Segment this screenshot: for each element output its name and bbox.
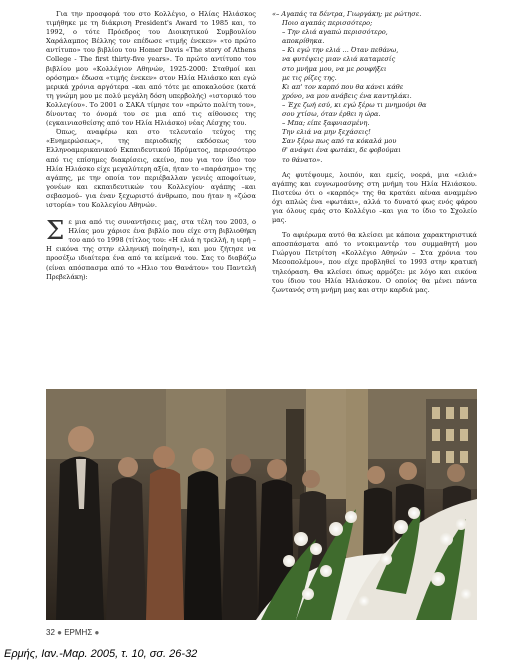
journal-name: ΕΡΜΗΣ: [64, 628, 93, 637]
poem-line: το θάνατο».: [282, 155, 323, 164]
poem-line: – Μπα; είπε ξαφνιασμένη.: [282, 119, 370, 128]
page-footer: [46, 628, 99, 637]
paragraph: Το αφιέρωμα αυτό θα κλείσει με κάποια χαρακτηριστικά αποσπάσματα από το ντοκιμαντέρ του συμμαθητή μου Γιώργου Πετρίτση «Κολλέγιο Αθηνών – Στα χρόνια του Μεσοπολέμου», που είχε προβληθεί το 1993 στην κρατική τηλεόραση. Θα κλείσει όπως αρμόζει: με λόγο και εικόνα του ίδιου του Ηλία Ηλιάσκου. Ο οποίος θα μένει πάντα ζωντανός στη μνήμη μας και στην καρδιά μας.: [272, 231, 477, 294]
source-citation: Ερμής, Ιαν.-Μαρ. 2005, τ. 10, σσ. 26-32: [4, 648, 198, 660]
poem-line: Την ελιά να μην ξεχάσεις!: [282, 128, 371, 137]
poem-line: Σαν ξέρω πως από τα κόκαλά μου: [282, 137, 397, 146]
poem-line: χρόνο, να μου ανάβεις ένα καντηλάκι.: [282, 91, 412, 100]
left-text-column: [46, 10, 256, 282]
memorial-photo: [46, 389, 477, 620]
poem-line: – Κι εγώ την ελιά ... Όταν πεθάνω,: [282, 46, 399, 55]
right-text-column: [272, 10, 477, 295]
bullet-icon: ●: [94, 628, 100, 637]
poem-line: σου χτίσω, όταν έρθει η ώρα.: [282, 110, 381, 119]
poem-line: θ' ανάψει ένα φωτάκι, δε φοβούμαι: [282, 146, 401, 155]
poem-line: Ποιο αγαπάς περισσότερο;: [282, 19, 373, 28]
dropcap-paragraph: [46, 218, 256, 282]
paragraph: Για την προσφορά του στο Κολλέγιο, ο Ηλίας Ηλιάσκος τιμήθηκε με τη διάκριση President's Award το 1985 και, το 1992, ο τότε Πρόεδρος του Διοικητικού Συμβουλίου Χαράλαμπος Βέλλης τον επέδωσε «τιμής ένεκεν» «το πρώτο αντίτυπο» του βιβλίου του Homer Davis «The story of Athens College - The first thirty-five years». Το πρώτο αντίτυπο του βιβλίου μου «Κολλέγιον Αθηνών, 1925-2000: Σταθμοί και ορόσημα» έδωσα «τιμής ένεκεν» στον Ηλία Ηλιάσκο και εγώ μερικά χρόνια αργότερα –και από τότε με αποκαλούσε (κατά τη γνώμη μου με πολύ μεγάλη δόση υπερβολής) «ιστορικό του Κολλεγίου». Το 2001 ο ΣΑΚΑ τίμησε τον «πρώτο πολίτη του», δίνοντας το όνομά του σε μια από τις αίθουσες της (εγκαινιασθείσης από τον Ηλία Ηλιάσκο) νέας Λέσχης του.: [46, 10, 256, 128]
poem-excerpt: [272, 10, 477, 165]
poem-line: Κι απ' τον καρπό που θα κάνει κάθε: [282, 82, 404, 91]
poem-line: να φυτέψεις μιαν ελιά καταμεσίς: [282, 55, 396, 64]
bullet-icon: ●: [57, 628, 62, 637]
paragraph: Ας φυτέψουμε, λοιπόν, και εμείς, νοερά, μια «ελιά» αγάπης και ευγνωμοσύνης στη μνήμη του Ηλία Ηλιάσκου. Πιστεύω ότι ο «καρπός» της θα κρατάει αέναα αναμμένο όχι απλώς ένα «φωτάκι», αλλά το δυνατό φως ενός φάρου για όλους εμάς στο Κολλέγιο –και για το ίδιο το Σχολείο μας.: [272, 170, 477, 225]
poem-line: «– Αγαπάς τα δέντρα, Γιωργάκη; με ρώτησε.: [272, 10, 422, 18]
page-number: 32: [46, 628, 55, 637]
poem-line: στο μνήμα μου, να με ρουφήξει: [282, 64, 387, 73]
paragraph: Όπως, αναφέρω και στο τελευταίο τεύχος της «Ενημερώσεως», της περιοδικής εκδόσεως του Ελληνοαμερικανικού Εκπαιδευτικού Ιδρύματος, περισσότερο από τις επίσημες διακρίσεις, εκείνο, που για τον ίδιο τον Ηλία Ηλιάσκο είχε μεγαλύτερη αξία, ήταν το «παράσημο» της αγάπης, με την οποία τον περιέβαλλαν γενιές αποφοίτων, γονέων και εκπαιδευτικών του Κολλεγίου· αγάπης –και σεβασμού– για έναν ξεχωριστό άνθρωπο, που ήταν η «ζώσα ιστορία» του Κολλεγίου Αθηνών.: [46, 128, 256, 209]
poem-line: – Την ελιά αγαπώ περισσότερο,: [282, 28, 388, 37]
drop-cap-letter: Σ: [46, 216, 65, 247]
poem-line: με τις ρίζες της.: [282, 73, 337, 82]
poem-line: αποκρίθηκα.: [282, 37, 325, 46]
paragraph-text: ε μια από τις συναντήσεις μας, στα τέλη του 2003, ο Ηλίας μου χάρισε ένα βιβλίο που είχε στη βιβλιοθήκη του από το 1998 (τίτλος του: «Η ελιά η τρελλή, η ιερή – Η εικόνα της στην ελληνική ποίηση»), και μου ζήτησε να προσέξω ιδιαίτερα ένα από τα κείμενά του. Σας το διαβάζω (είναι απόσπασμα από το «Ηλιο του Θανάτου» του Παντελή Πρεβελάκη):: [46, 218, 256, 281]
poem-line: – Έχε ζωή εσύ, κι εγώ ξέρω τι μνημούρι θα: [282, 100, 427, 109]
